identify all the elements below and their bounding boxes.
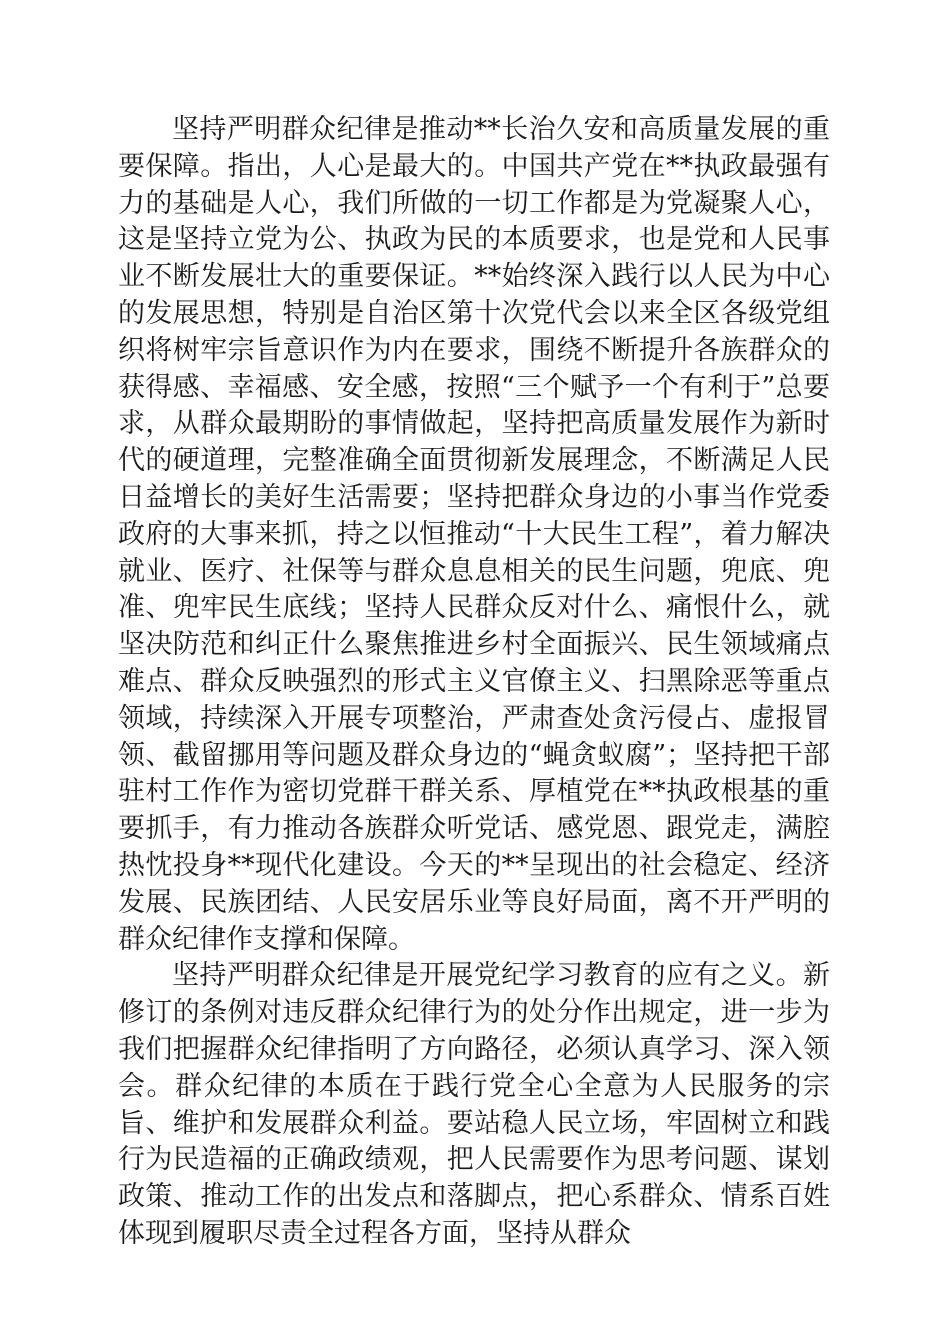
paragraph-2: 坚持严明群众纪律是开展党纪学习教育的应有之义。新修订的条例对违反群众纪律行为的处分作出规定，进一步为我们把握群众纪律指明了方向路径，必须认真学习、深入领会。群众纪律的本质在于践行党全心全意为人民服务的宗旨、维护和发展群众利益。要站稳人民立场，牢固树立和践行为民造福的正确政绩观，把人民需要作为思考问题、谋划政策、推动工作的出发点和落脚点，把心系群众、情系百姓体现到履职尽责全过程各方面，坚持从群众	[118, 960, 830, 1249]
paragraph-1: 坚持严明群众纪律是推动**长治久安和高质量发展的重要保障。指出，人心是最大的。中国共产党在**执政最强有力的基础是人心，我们所做的一切工作都是为党凝聚人心，这是坚持立党为公、执政为民的本质要求，也是党和人民事业不断发展壮大的重要保证。**始终深入践行以人民为中心的发展思想，特别是自治区第十次党代会以来全区各级党组织将树牢宗旨意识作为内在要求，围绕不断提升各族群众的获得感、幸福感、安全感，按照“三个赋予一个有利于”总要求，从群众最期盼的事情做起，坚持把高质量发展作为新时代的硬道理，完整准确全面贯彻新发展理念，不断满足人民日益增长的美好生活需要；坚持把群众身边的小事当作党委政府的大事来抓，持之以恒推动“十大民生工程”，着力解决就业、医疗、社保等与群众息息相关的民生问题，兜底、兜准、兜牢民生底线；坚持人民群众反对什么、痛恨什么，就坚决防范和纠正什么聚焦推进乡村全面振兴、民生领域痛点难点、群众反映强烈的形式主义官僚主义、扫黑除恶等重点领域，持续深入开展专项整治，严肃查处贪污侵占、虚报冒领、截留挪用等问题及群众身边的“蝇贪蚁腐”；坚持把干部驻村工作作为密切党群干群关系、厚植党在**执政根基的重要抓手，有力推动各族群众听党话、感党恩、跟党走，满腔热忱投身**现代化建设。今天的**呈现出的社会稳定、经济发展、民族团结、人民安居乐业等良好局面，离不开严明的群众纪律作支撑和保障。	[118, 114, 830, 955]
document-body	[118, 112, 830, 1253]
